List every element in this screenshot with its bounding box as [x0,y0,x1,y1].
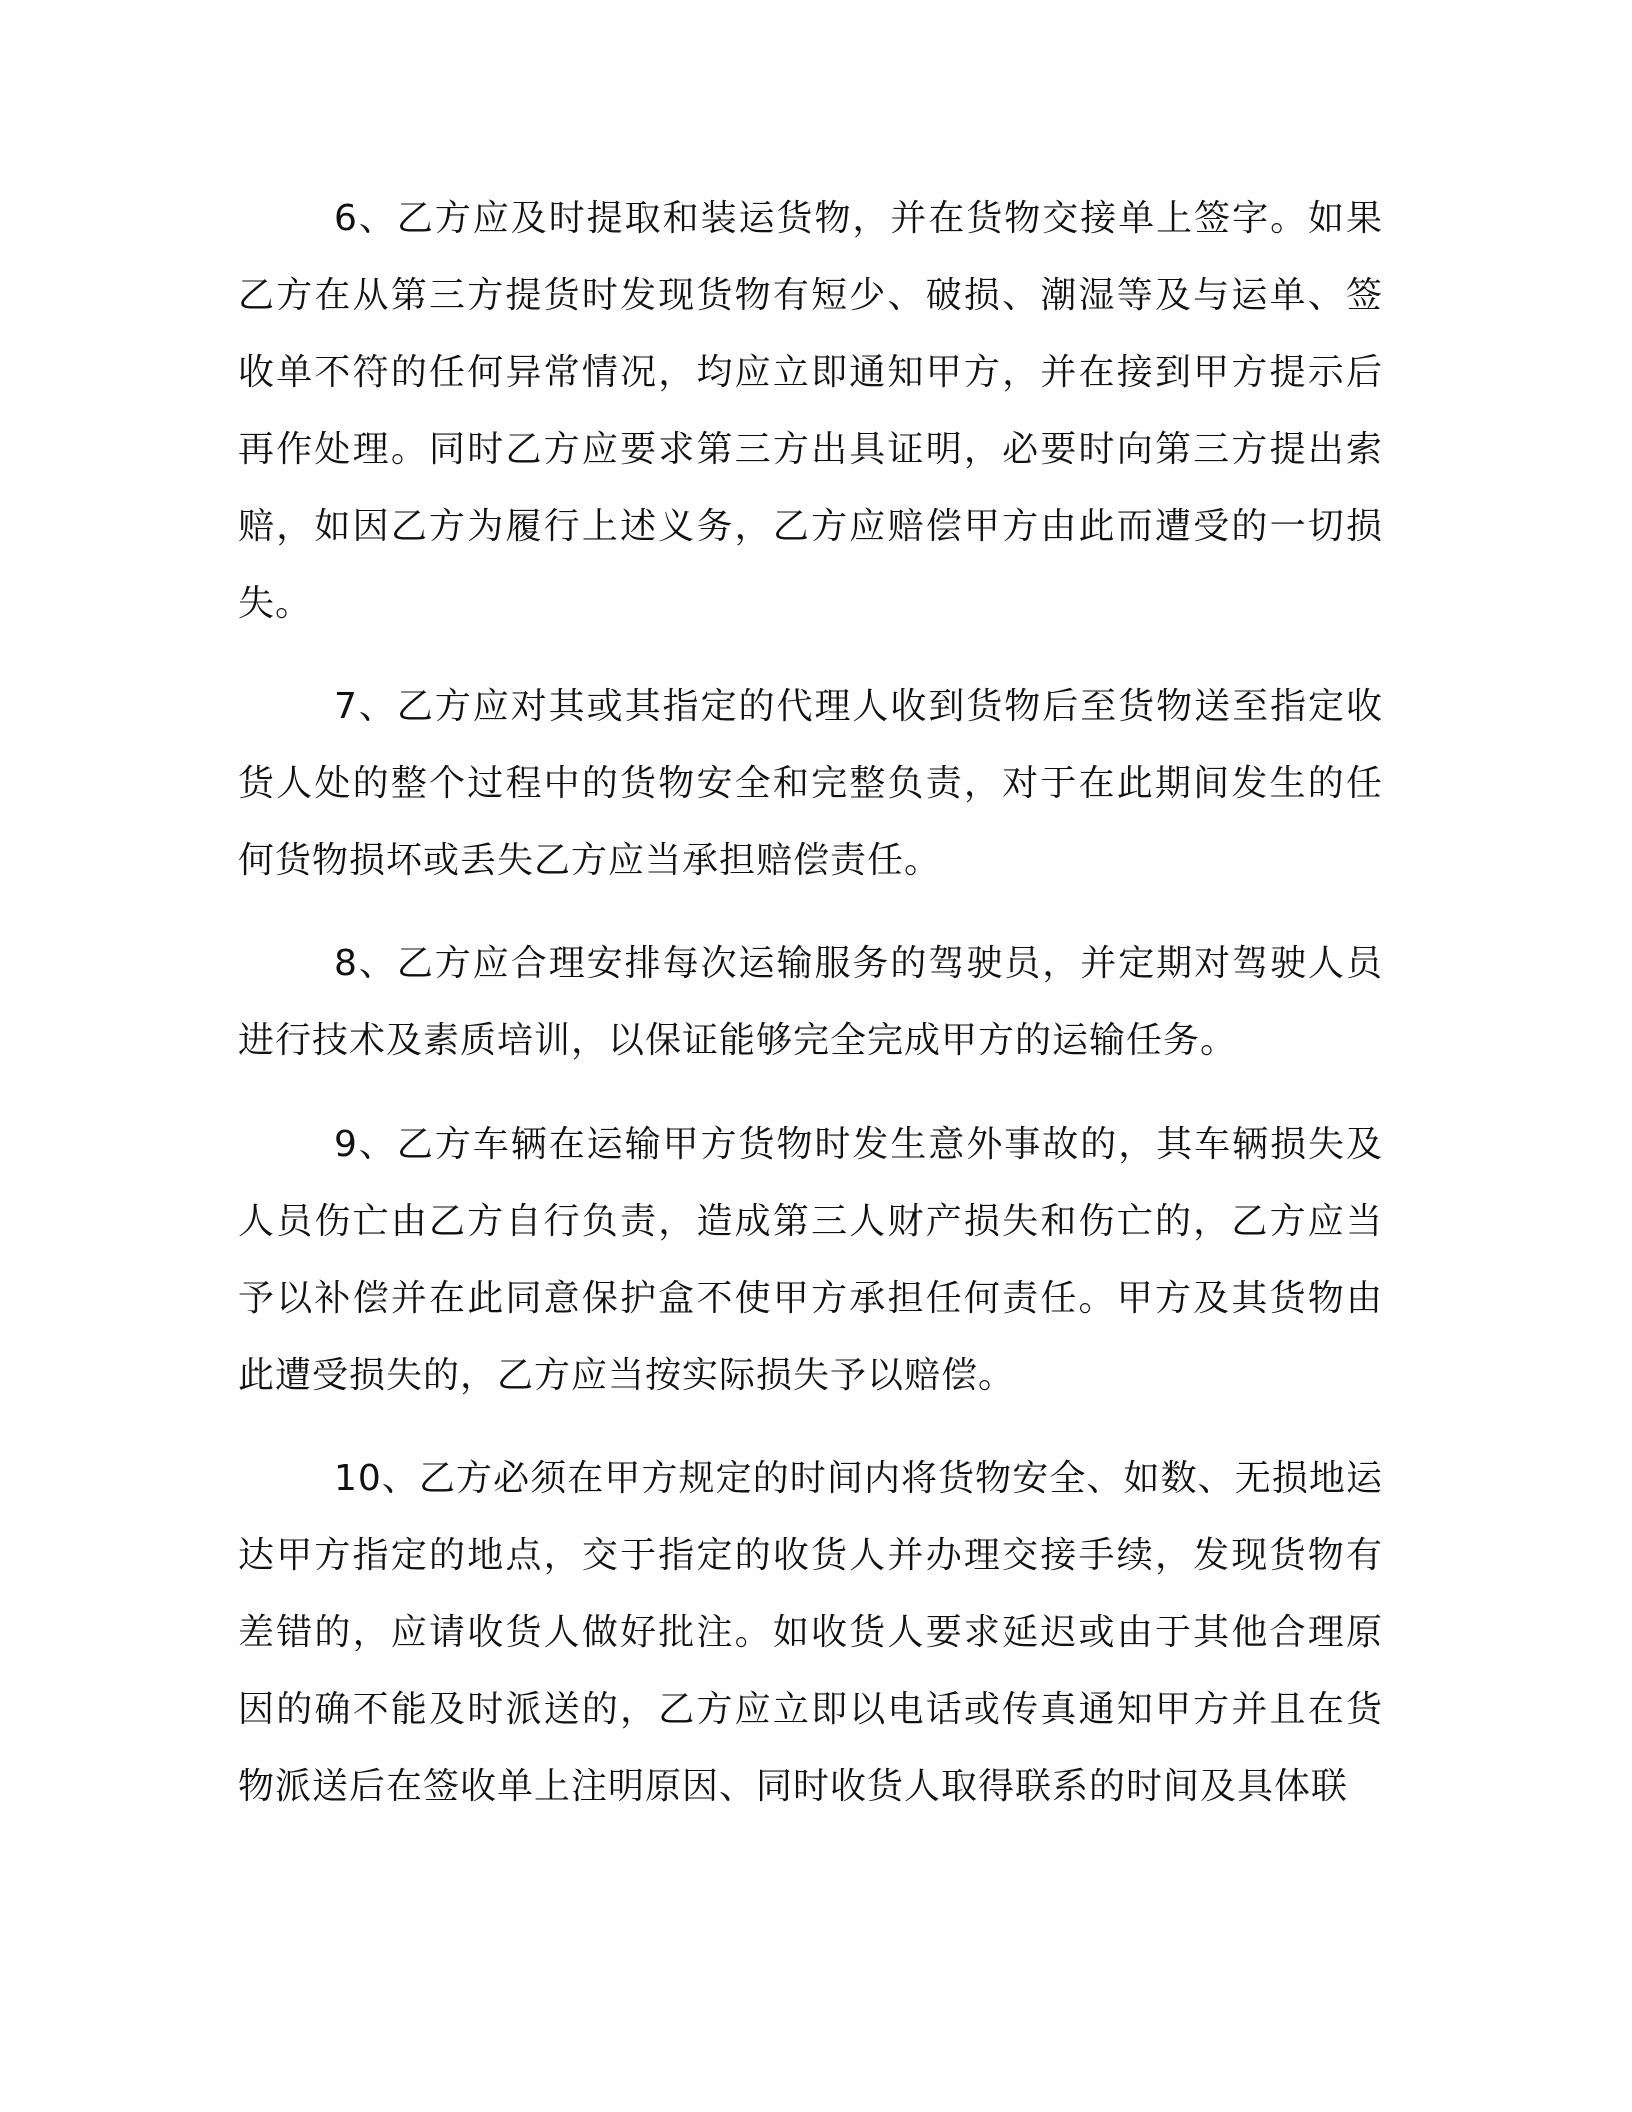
clause-6-paragraph: 6、乙方应及时提取和装运货物，并在货物交接单上签字。如果乙方在从第三方提货时发现货物有短少、破损、潮湿等及与运单、签收单不符的任何异常情况，均应立即通知甲方，并在接到甲方提示后再作处理。同时乙方应要求第三方出具证明，必要时向第三方提出索赔，如因乙方为履行上述义务，乙方应赔偿甲方由此而遭受的一切损失。 [238,198,1383,624]
clause-8-paragraph: 8、乙方应合理安排每次运输服务的驾驶员，并定期对驾驶人员进行技术及素质培训，以保证能够完全完成甲方的运输任务。 [238,943,1383,1061]
clause-9-paragraph: 9、乙方车辆在运输甲方货物时发生意外事故的，其车辆损失及人员伤亡由乙方自行负责，造成第三人财产损失和伤亡的，乙方应当予以补偿并在此同意保护盒不使甲方承担任何责任。甲方及其货物由此遭受损失的，乙方应当按实际损失予以赔偿。 [238,1124,1383,1396]
clause-10-paragraph: 10、乙方必须在甲方规定的时间内将货物安全、如数、无损地运达甲方指定的地点，交于指定的收货人并办理交接手续，发现货物有差错的，应请收货人做好批注。如收货人要求延迟或由于其他合理原因的确不能及时派送的，乙方应立即以电话或传真通知甲方并且在货物派送后在签收单上注明原因、同时收货人取得联系的时间及具体联 [238,1458,1383,1807]
clause-7-paragraph: 7、乙方应对其或其指定的代理人收到货物后至货物送至指定收货人处的整个过程中的货物安全和完整负责，对于在此期间发生的任何货物损坏或丢失乙方应当承担赔偿责任。 [238,686,1383,881]
